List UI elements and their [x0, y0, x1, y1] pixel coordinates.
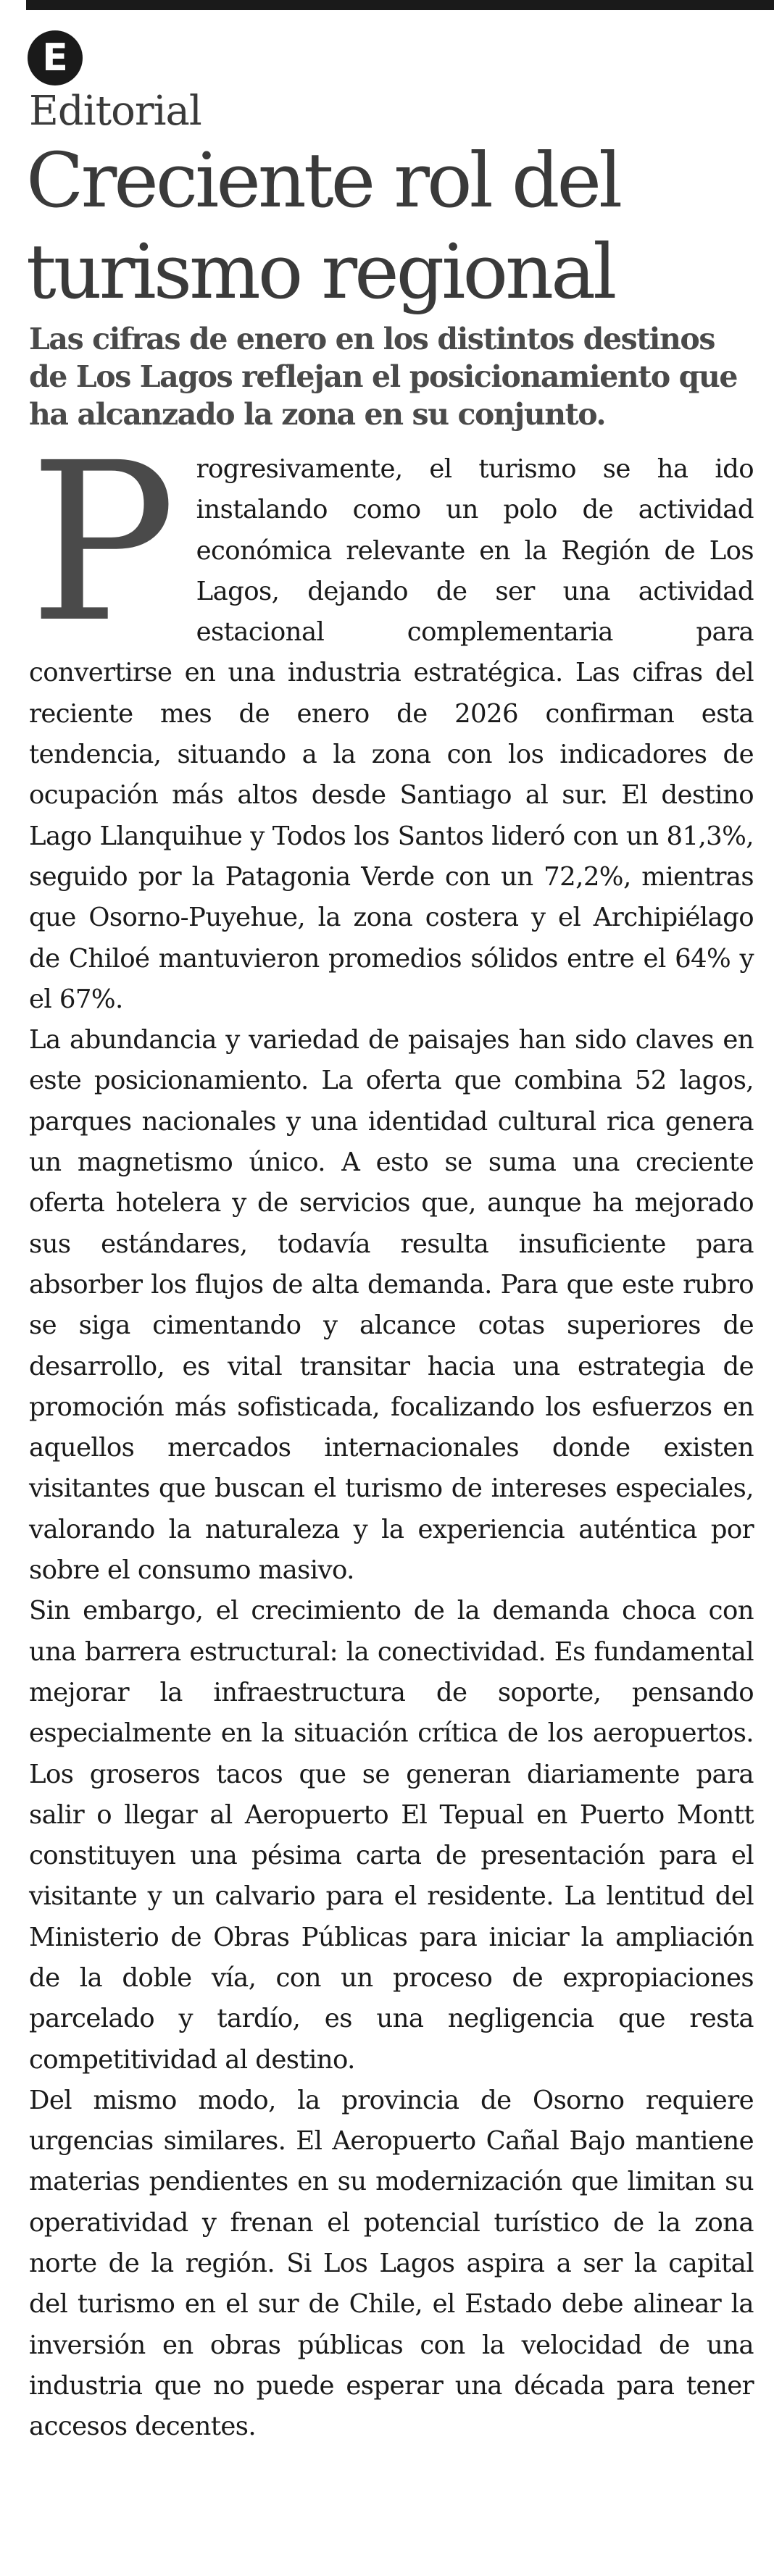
paragraph-1 — [29, 417, 754, 1020]
paragraph-3: Sin embargo, el crecimiento de la demanda choca con una barrera estructural: la conectividad. Es fundamental mejorar la infraestructura de soporte, pensando especialmente en la situación crítica de los aeropuertos. Los groseros tacos que se generan diariamente para salir o llegar al Aeropuerto El Tepual en Puerto Montt constituyen una pésima carta de presentación para el visitante y un calvario para el residente. La lentitud del Ministerio de Obras Públicas para iniciar la ampliación de la doble vía, con un proceso de expropiaciones parcelado y tardío, es una negligencia que resta competitividad al destino. — [29, 1596, 754, 2075]
dek-summary: Las cifras de enero en los distintos destinos de Los Lagos reflejan el posicionamiento que ha alcanzado la zona en su conjunto. — [29, 322, 738, 432]
section-badge-icon: E — [28, 30, 83, 85]
paragraph-4: Del mismo modo, la provincia de Osorno requiere urgencias similares. El Aeropuerto Cañal Bajo mantiene materias pendientes en su modernización que limitan su operatividad y frenan el potencial turístico de la zona norte de la región. Si Los Lagos aspira a ser la capital del turismo en el sur de Chile, el Estado debe alinear la inversión en obras públicas con la velocidad de una industria que no puede esperar una década para tener accesos decentes. — [29, 2085, 754, 2442]
top-rule — [26, 0, 774, 10]
paragraph-2: La abundancia y variedad de paisajes han sido claves en este posicionamiento. La oferta que combina 52 lagos, parques nacionales y una identidad cultural rica genera un magnetismo único. A esto se suma una creciente oferta hotelera y de servicios que, aunque ha mejorado sus estándares, todavía resulta insuficiente para absorber los flujos de alta demanda. Para que este rubro se siga cimentando y alcance cotas superiores de desarrollo, es vital transitar hacia una estrategia de promoción más sofisticada, focalizando los esfuerzos en aquellos mercados internacionales donde existen visitantes que buscan el turismo de intereses especiales, valorando la naturaleza y la experiencia auténtica por sobre el consumo masivo. — [29, 1025, 754, 1586]
drop-cap: P — [29, 417, 176, 671]
headline: Creciente rol del turismo regional — [26, 136, 620, 316]
article-body — [29, 417, 754, 2448]
paragraph-1-text: rogresivamente, el turismo se ha ido instalando como un polo de actividad económica relevante en la Región de Los Lagos, dejando de ser una actividad estacional complementaria para convertirse en una industria estratégica. Las cifras del reciente mes de enero de 2026 confirman esta tendencia, situando a la zona con los indicadores de ocupación más altos desde Santiago al sur. El destino Lago Llanquihue y Todos los Santos lideró con un 81,3%, seguido por la Patagonia Verde con un 72,2%, mientras que Osorno-Puyehue, la zona costera y el Archipiélago de Chiloé mantuvieron promedios sólidos entre el 64% y el 67%. — [29, 454, 754, 1014]
section-label: Editorial — [29, 88, 201, 135]
